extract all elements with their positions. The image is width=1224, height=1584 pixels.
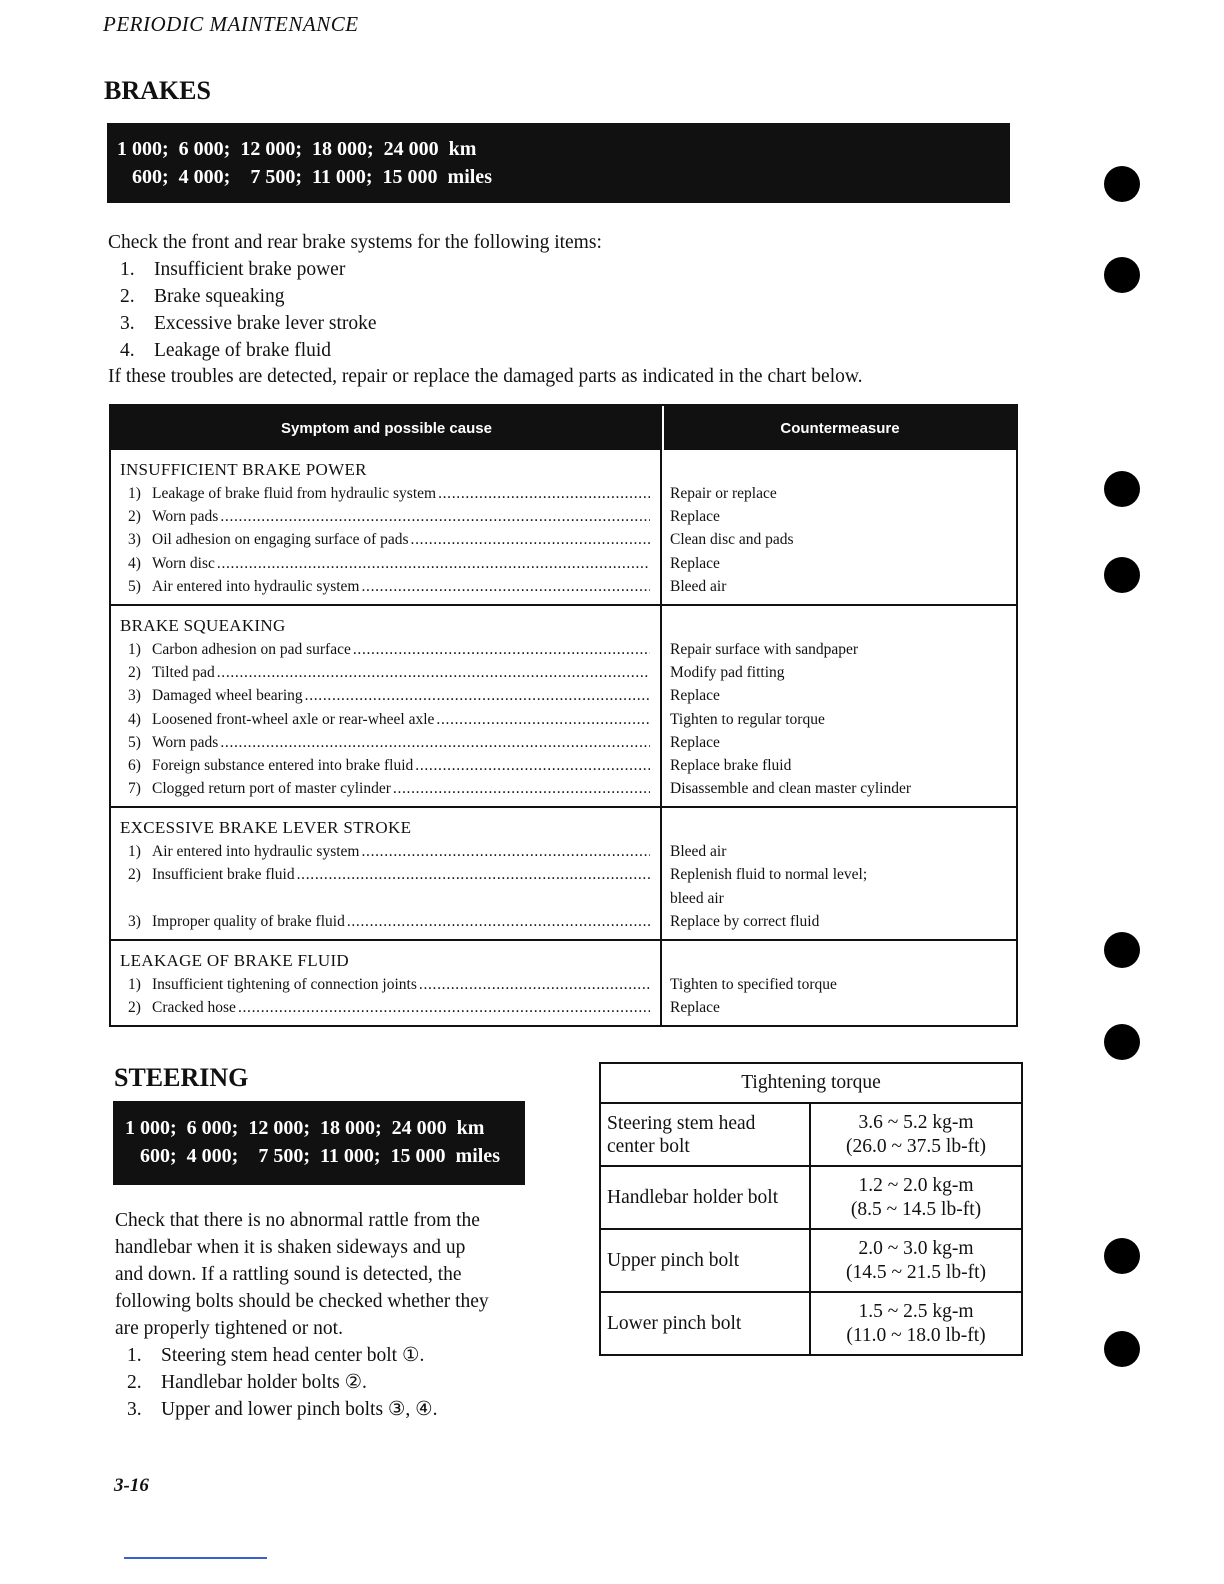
chart-cause-row [120, 754, 650, 777]
chart-cause-row [120, 996, 650, 1019]
item-text: Insufficient brake power [154, 259, 346, 280]
leader-dots [361, 575, 650, 598]
cause-number: 6) [128, 756, 141, 774]
binder-hole-icon [1104, 1331, 1140, 1367]
brakes-checklist-item [108, 256, 1018, 283]
chart-group-countermeasures [662, 450, 1016, 604]
item-number: 4. [120, 340, 135, 361]
leader-dots [415, 754, 650, 777]
torque-part-name: Lower pinch bolt [601, 1293, 811, 1354]
countermeasure: Replace [670, 554, 720, 572]
item-text: Steering stem head center bolt ①. [161, 1345, 425, 1366]
brakes-checklist-item [108, 310, 1018, 337]
chart-spacer [670, 614, 1008, 638]
torque-value [811, 1230, 1021, 1291]
brakes-checklist [108, 256, 1018, 364]
torque-row [601, 1165, 1021, 1228]
page-number: 3-16 [114, 1475, 149, 1496]
chart-group-causes [111, 606, 662, 806]
cause-text: Cracked hose [152, 999, 236, 1017]
torque-row [601, 1291, 1021, 1354]
torque-part-name: Handlebar holder bolt [601, 1167, 811, 1228]
binder-hole-icon [1104, 471, 1140, 507]
chart-header-countermeasure: Countermeasure [780, 419, 900, 437]
binder-hole-icon [1104, 932, 1140, 968]
cause-number: 2) [128, 866, 141, 884]
chart-cause-row [120, 661, 650, 684]
torque-lbft: (8.5 ~ 14.5 lb-ft) [850, 1198, 982, 1220]
item-text: Handlebar holder bolts ②. [161, 1372, 367, 1393]
chart-blank-row [120, 887, 650, 910]
brakes-checklist-item [108, 283, 1018, 310]
chart-cause-row [120, 777, 650, 800]
binder-hole-icon [1104, 166, 1140, 202]
leader-dots [393, 777, 650, 800]
chart-cause-row [120, 708, 650, 731]
cause-number: 2) [128, 664, 141, 682]
footer-rule [124, 1557, 267, 1559]
countermeasure-continued: bleed air [670, 889, 724, 907]
torque-value [811, 1167, 1021, 1228]
torque-part-name: Upper pinch bolt [601, 1230, 811, 1291]
chart-group-title: INSUFFICIENT BRAKE POWER [120, 460, 367, 479]
cause-text: Improper quality of brake fluid [152, 912, 345, 930]
item-number: 3. [120, 313, 135, 334]
item-number: 1. [127, 1345, 142, 1366]
countermeasure: Replace [670, 733, 720, 751]
binder-hole-icon [1104, 1238, 1140, 1274]
item-text: Upper and lower pinch bolts ③, ④. [161, 1399, 438, 1420]
chart-cause-row [120, 552, 650, 575]
leader-dots [238, 996, 650, 1019]
torque-lbft: (26.0 ~ 37.5 lb-ft) [846, 1135, 986, 1157]
cause-number: 7) [128, 780, 141, 798]
steering-checklist-item [115, 1342, 535, 1369]
cause-text: Tilted pad [152, 664, 215, 682]
countermeasure: Bleed air [670, 577, 727, 595]
countermeasure: Clean disc and pads [670, 531, 794, 549]
torque-table [599, 1062, 1023, 1356]
brakes-interval-miles: 600; 4 000; 7 500; 11 000; 15 000 miles [117, 166, 492, 188]
running-head: PERIODIC MAINTENANCE [103, 12, 359, 36]
cause-number: 3) [128, 531, 141, 549]
cause-text: Worn pads [152, 508, 219, 526]
item-text: Excessive brake lever stroke [154, 313, 377, 334]
brakes-interval-km: 1 000; 6 000; 12 000; 18 000; 24 000 km [117, 138, 477, 160]
cause-text: Clogged return port of master cylinder [152, 780, 391, 798]
chart-group-title: LEAKAGE OF BRAKE FLUID [120, 951, 350, 970]
brakes-intro: Check the front and rear brake systems for the following items: [108, 232, 602, 253]
cause-number: 2) [128, 999, 141, 1017]
cause-text: Damaged wheel bearing [152, 687, 303, 705]
torque-table-title: Tightening torque [601, 1064, 1021, 1104]
countermeasure: Replenish fluid to normal level; [670, 866, 868, 884]
countermeasure: Disassemble and clean master cylinder [670, 780, 912, 798]
torque-part-name: Steering stem head center bolt [601, 1104, 811, 1165]
chart-group-causes [111, 808, 662, 939]
item-number: 2. [120, 286, 135, 307]
leader-dots [411, 528, 650, 551]
leader-dots [361, 840, 650, 863]
cause-text: Worn disc [152, 554, 215, 572]
countermeasure: Tighten to specified torque [670, 976, 837, 993]
cause-number: 5) [128, 733, 141, 751]
cause-number: 1) [128, 485, 141, 502]
chart-group-title: BRAKE SQUEAKING [120, 615, 286, 635]
binder-hole-icon [1104, 557, 1140, 593]
leader-dots [305, 684, 650, 707]
item-text: Leakage of brake fluid [154, 340, 332, 361]
leader-dots [347, 910, 650, 933]
leader-dots [220, 505, 650, 528]
chart-cause-row [120, 505, 650, 528]
item-number: 2. [127, 1372, 142, 1393]
cause-text: Worn pads [152, 733, 219, 751]
leader-dots [217, 552, 650, 575]
steering-interval-miles: 600; 4 000; 7 500; 11 000; 15 000 miles [125, 1145, 500, 1167]
item-number: 3. [127, 1399, 142, 1420]
torque-lbft: (11.0 ~ 18.0 lb-ft) [846, 1324, 986, 1346]
chart-body [111, 450, 1016, 1025]
chart-cause-row [120, 910, 650, 933]
cause-text: Insufficient brake fluid [152, 866, 295, 884]
chart-group-title: EXCESSIVE BRAKE LEVER STROKE [120, 818, 412, 838]
leader-dots [436, 708, 650, 731]
chart-spacer [670, 458, 1008, 482]
cause-text: Carbon adhesion on pad surface [152, 640, 351, 658]
chart-group-causes [111, 450, 662, 604]
brakes-interval-box [107, 123, 1010, 203]
chart-group [111, 450, 1016, 604]
countermeasure: Replace [670, 687, 720, 705]
chart-cause-row [120, 973, 650, 996]
brakes-title: BRAKES [104, 76, 211, 105]
steering-paragraph [115, 1207, 535, 1342]
torque-value [811, 1104, 1021, 1165]
steering-checklist-item [115, 1369, 535, 1396]
cause-text: Loosened front-wheel axle or rear-wheel axle [152, 710, 435, 728]
torque-kgm: 3.6 ~ 5.2 kg-m [858, 1111, 974, 1133]
steering-checklist [115, 1342, 535, 1423]
leader-dots [353, 638, 650, 661]
torque-kgm: 1.2 ~ 2.0 kg-m [858, 1174, 974, 1196]
leader-dots [438, 482, 650, 505]
cause-number: 4) [128, 554, 141, 572]
chart-cause-row [120, 863, 650, 886]
chart-header-symptom: Symptom and possible cause [111, 406, 664, 450]
chart-header [111, 406, 1016, 450]
torque-row [601, 1228, 1021, 1291]
cause-number: 5) [128, 577, 141, 595]
chart-cause-row [120, 528, 650, 551]
binder-hole-icon [1104, 1024, 1140, 1060]
brakes-outro: If these troubles are detected, repair or replace the damaged parts as indicated in the chart below. [108, 366, 863, 387]
item-text: Brake squeaking [154, 286, 285, 307]
chart-spacer [670, 949, 1008, 973]
chart-cause-row [120, 482, 650, 505]
chart-group [111, 604, 1016, 806]
steering-checklist-item [115, 1396, 535, 1423]
chart-group-countermeasures [662, 808, 1016, 939]
cause-number: 2) [128, 508, 141, 526]
chart-group-causes [111, 941, 662, 1025]
torque-kgm: 2.0 ~ 3.0 kg-m [858, 1237, 974, 1259]
steering-paragraph-line: handlebar when it is shaken sideways and up [115, 1237, 466, 1258]
chart-group [111, 939, 1016, 1025]
chart-cause-row [120, 575, 650, 598]
steering-paragraph-line: following bolts should be checked whether they [115, 1291, 489, 1312]
leader-dots [220, 731, 650, 754]
steering-paragraph-line: are properly tightened or not. [115, 1318, 343, 1339]
brake-trouble-chart [109, 404, 1018, 1027]
leader-dots [297, 863, 650, 886]
cause-text: Foreign substance entered into brake fluid [152, 756, 414, 774]
torque-value [811, 1293, 1021, 1354]
chart-group [111, 806, 1016, 939]
item-number: 1. [120, 259, 135, 280]
countermeasure: Tighten to regular torque [670, 710, 825, 728]
leader-dots [419, 973, 650, 996]
steering-interval-box [113, 1101, 525, 1185]
brakes-intro-block [108, 229, 1018, 390]
cause-number: 1) [128, 640, 141, 658]
brakes-checklist-item [108, 337, 1018, 364]
countermeasure: Replace by correct fluid [670, 912, 820, 930]
steering-title: STEERING [114, 1063, 249, 1092]
cause-number: 3) [128, 912, 141, 930]
countermeasure: Repair surface with sandpaper [670, 640, 859, 658]
binder-hole-icon [1104, 257, 1140, 293]
steering-paragraph-line: Check that there is no abnormal rattle from the [115, 1210, 480, 1231]
countermeasure: Modify pad fitting [670, 664, 785, 682]
countermeasure: Bleed air [670, 843, 727, 861]
steering-paragraph-line: and down. If a rattling sound is detected, the [115, 1264, 462, 1285]
cause-number: 3) [128, 687, 141, 705]
cause-text: Leakage of brake fluid from hydraulic system [152, 485, 437, 502]
chart-cause-row [120, 638, 650, 661]
cause-number: 4) [128, 710, 141, 728]
torque-lbft: (14.5 ~ 21.5 lb-ft) [846, 1261, 986, 1283]
chart-group-countermeasures [662, 941, 1016, 1025]
countermeasure: Replace [670, 999, 720, 1017]
cause-text: Air entered into hydraulic system [152, 843, 360, 861]
chart-cause-row [120, 684, 650, 707]
torque-row [601, 1104, 1021, 1165]
cause-text: Air entered into hydraulic system [152, 577, 360, 595]
cause-number: 1) [128, 843, 141, 861]
torque-kgm: 1.5 ~ 2.5 kg-m [858, 1300, 974, 1322]
countermeasure: Repair or replace [670, 485, 777, 502]
chart-spacer [670, 816, 1008, 840]
chart-cause-row [120, 840, 650, 863]
cause-text: Insufficient tightening of connection joints [152, 976, 417, 993]
steering-interval-km: 1 000; 6 000; 12 000; 18 000; 24 000 km [125, 1117, 485, 1139]
cause-text: Oil adhesion on engaging surface of pads [152, 531, 409, 549]
countermeasure: Replace [670, 508, 720, 526]
cause-number: 1) [128, 976, 141, 993]
torque-table-body [601, 1104, 1021, 1354]
leader-dots [217, 661, 650, 684]
chart-group-countermeasures [662, 606, 1016, 806]
countermeasure: Replace brake fluid [670, 756, 792, 774]
steering-text-block [115, 1207, 535, 1423]
chart-cause-row [120, 731, 650, 754]
